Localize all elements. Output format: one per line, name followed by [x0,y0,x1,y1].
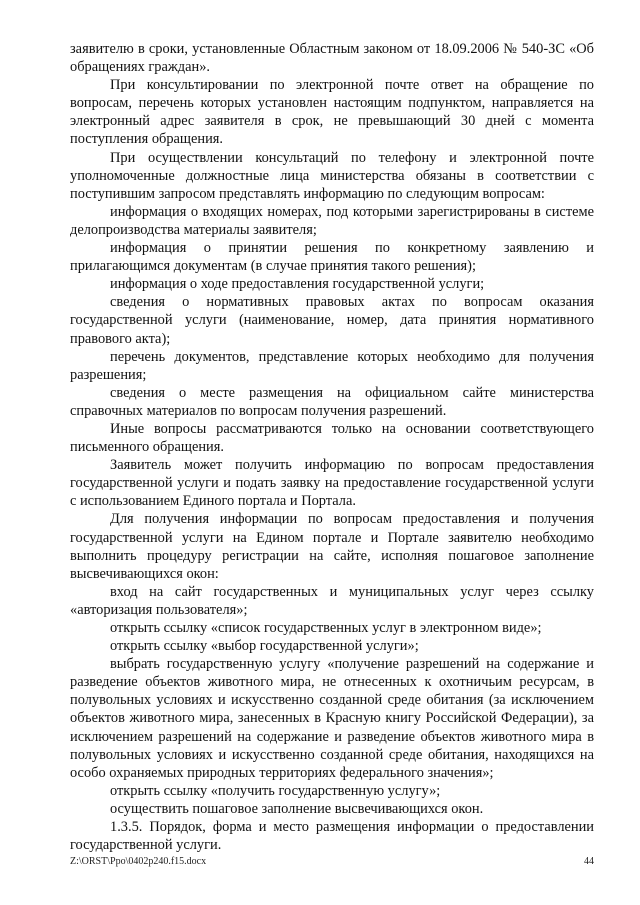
paragraph: осуществить пошаговое заполнение высвечивающихся окон. [110,800,484,817]
paragraph: Заявитель может получить информацию по вопросам предоставления государственной услуги и подать заявку на предоставление государственной услуги с использованием Единого портала и Портала. [70,457,594,510]
paragraph: информация о ходе предоставления государственной услуги; [110,276,485,293]
paragraph: Для получения информации по вопросам предоставления и получения государственной услуги на Едином портале и Портале заявителю необходимо выполнить процедуру регистрации на сайте, исполняя пошаговое заполнение высвечивающихся окон: [70,511,594,582]
document-body [70,40,594,854]
paragraph: Иные вопросы рассматриваются только на основании соответствующего письменного обращения. [70,420,594,456]
paragraph: информация о принятии решения по конкретному заявлению и прилагающимся документам (в случае принятия такого решения); [70,240,594,275]
paragraph: выбрать государственную услугу «получение разрешений на содержание и разведение объектов животного мира, не отнесенных к охотничьим ресурсам, в полувольных условиях и искусственно созданной среде обитания (за исключением объектов животного мира, занесенных в Красную книгу Российской Федерации), за исключением разрешений на содержание и разведение объектов животного мира в полувольных условиях и искусственно созданной среде обитания, находящихся на особо охраняемых природных территориях федерального значения»; [70,656,594,781]
paragraph: вход на сайт государственных и муниципальных услуг через ссылку «авторизация пользователя»; [70,583,594,618]
paragraph: заявителю в сроки, установленные Областным законом от 18.09.2006 № 540-ЗС «Об обращениях граждан». [70,41,594,76]
paragraph: сведения о нормативных правовых актах по вопросам оказания государственной услуги (наименование, номер, дата принятия нормативного правового акта); [70,294,594,347]
paragraph: При консультировании по электронной почте ответ на обращение по вопросам, перечень которых установлен настоящим подпунктом, направляется на электронный адрес заявителя в срок, не превышающий 30 дней с момента поступления обращения. [70,77,594,148]
page-number: 44 [584,856,594,867]
section-heading: 1.3.5. Порядок, форма и место размещения информации о предоставлении государственной услуги. [70,819,594,854]
paragraph: При осуществлении консультаций по телефону и электронной почте уполномоченные должностные лица министерства обязаны в соответствии с поступившим запросом представлять информацию по следующим вопросам: [70,149,594,202]
paragraph: информация о входящих номерах, под которыми зарегистрированы в системе делопроизводства материалы заявителя; [70,203,594,238]
paragraph: открыть ссылку «получить государственную услугу»; [110,782,441,799]
paragraph: открыть ссылку «список государственных услуг в электронном виде»; [110,620,542,636]
paragraph: сведения о месте размещения на официальном сайте министерства справочных материалов по вопросам получения разрешений. [70,384,594,419]
paragraph: открыть ссылку «выбор государственной услуги»; [110,638,419,655]
file-path: Z:\ORST\Ppo\0402p240.f15.docx [70,856,207,867]
paragraph: перечень документов, представление которых необходимо для получения разрешения; [70,348,594,383]
